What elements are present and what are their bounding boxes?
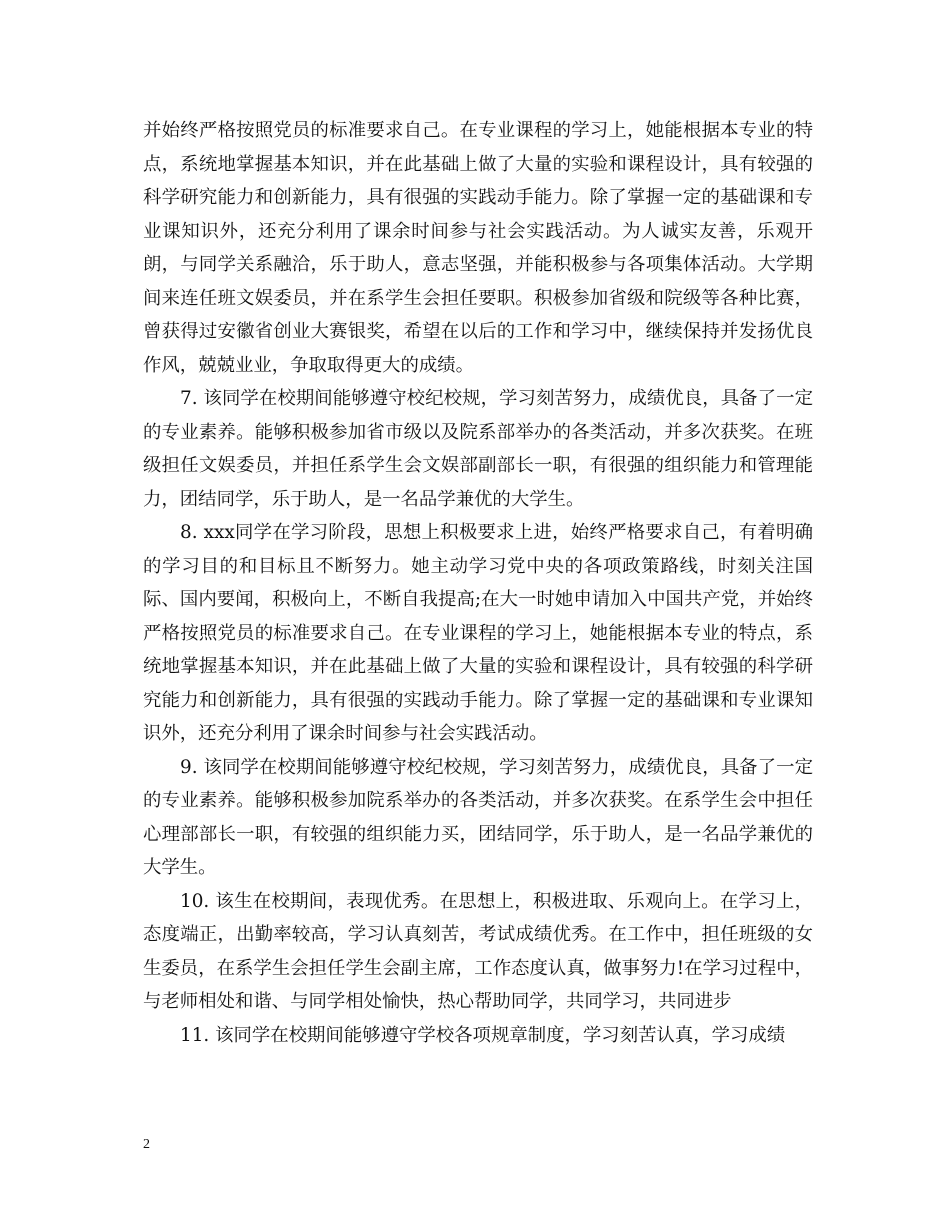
document-body bbox=[143, 114, 813, 1052]
paragraph-item-9: 9. 该同学在校期间能够遵守校纪校规，学习刻苦努力，成绩优良，具备了一定的专业素养。能够积极参加院系举办的各类活动，并多次获奖。在系学生会中担任心理部部长一职，有较强的组织能力买，团结同学，乐于助人，是一名品学兼优的大学生。 bbox=[143, 756, 813, 878]
paragraph-continuation: 并始终严格按照党员的标准要求自己。在专业课程的学习上，她能根据本专业的特点，系统地掌握基本知识，并在此基础上做了大量的实验和课程设计，具有较强的科学研究能力和创新能力，具有很强的实践动手能力。除了掌握一定的基础课和专业课知识外，还充分利用了课余时间参与社会实践活动。为人诚实友善，乐观开朗，与同学关系融洽，乐于助人，意志坚强，并能积极参与各项集体活动。大学期间来连任班文娱委员，并在系学生会担任要职。积极参加省级和院级等各种比赛，曾获得过安徽省创业大赛银奖，希望在以后的工作和学习中，继续保持并发扬优良作风，兢兢业业，争取取得更大的成绩。 bbox=[143, 120, 813, 376]
paragraph-item-8: 8. xxx同学在学习阶段，思想上积极要求上进，始终严格要求自己，有着明确的学习目的和目标且不断努力。她主动学习党中央的各项政策路线，时刻关注国际、国内要闻，积极向上，不断自我提高;在大一时她申请加入中国共产党，并始终严格按照党员的标准要求自己。在专业课程的学习上，她能根据本专业的特点，系统地掌握基本知识，并在此基础上做了大量的实验和课程设计，具有较强的科学研究能力和创新能力，具有很强的实践动手能力。除了掌握一定的基础课和专业课知识外，还充分利用了课余时间参与社会实践活动。 bbox=[143, 522, 813, 744]
paragraph-item-7: 7. 该同学在校期间能够遵守校纪校规，学习刻苦努力，成绩优良，具备了一定的专业素养。能够积极参加省市级以及院系部举办的各类活动，并多次获奖。在班级担任文娱委员，并担任系学生会文娱部副部长一职，有很强的组织能力和管理能力，团结同学，乐于助人，是一名品学兼优的大学生。 bbox=[143, 388, 813, 510]
page-number: 2 bbox=[143, 1137, 150, 1152]
paragraph-item-10: 10. 该生在校期间，表现优秀。在思想上，积极进取、乐观向上。在学习上，态度端正，出勤率较高，学习认真刻苦，考试成绩优秀。在工作中，担任班级的女生委员，在系学生会担任学生会副主席，工作态度认真，做事努力!在学习过程中，与老师相处和谐、与同学相处愉快，热心帮助同学，共同学习，共同进步 bbox=[143, 890, 813, 1012]
paragraph-item-11: 11. 该同学在校期间能够遵守学校各项规章制度，学习刻苦认真，学习成绩 bbox=[180, 1024, 786, 1046]
